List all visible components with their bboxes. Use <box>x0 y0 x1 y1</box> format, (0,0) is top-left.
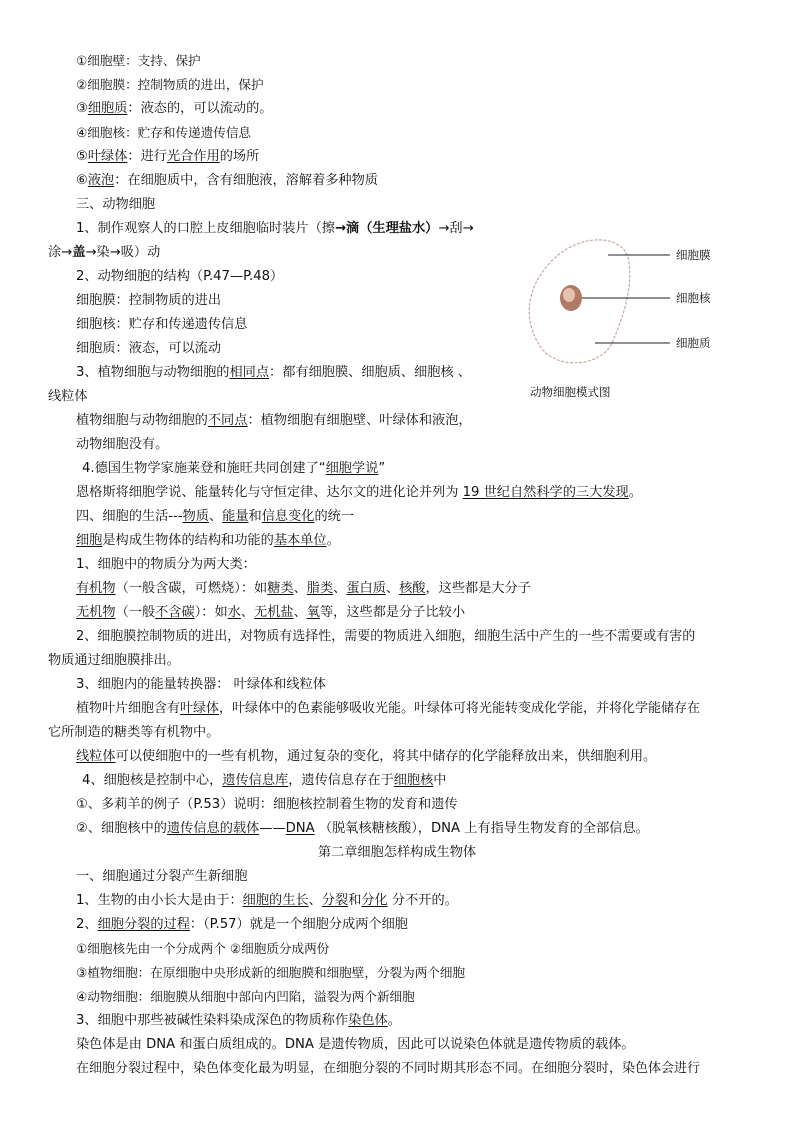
substances-line: 1、细胞中的物质分为两大类： <box>76 557 256 572</box>
chromosome-line: 染色体是由 DNA 和蛋白质组成的。DNA 是遗传物质，因此可以说染色体就是遗传物质的载体。 <box>76 1037 635 1052</box>
step-1-line-cont: 涂→盖→染→吸）动 <box>48 245 161 260</box>
nucleus-line: 细胞核：贮存和传递遗传信息 <box>76 317 248 332</box>
plant-cell-item: ⑤叶绿体：进行光合作用的场所 <box>76 149 260 164</box>
same-points-cont: 线粒体 <box>48 389 88 404</box>
membrane-control-cont: 物质通过细胞膜排出。 <box>48 653 180 668</box>
label-nucleus: 细胞核 <box>676 291 711 305</box>
membrane-control-line: 2、细胞膜控制物质的进出，对物质有选择性，需要的物质进入细胞，细胞生活中产生的一些不需要或有害的 <box>76 629 696 644</box>
growth-line: 1、生物的由小长大是由于：细胞的生长、分裂和分化 分不开的。 <box>76 893 458 908</box>
diagram-caption: 动物细胞模式图 <box>530 385 611 399</box>
cell-theory-line: 4.德国生物学家施莱登和施旺共同创建了“细胞学说” <box>82 461 386 476</box>
inorganic-line: 无机物（一般不含碳）：如水、无机盐、氧等，这些都是分子比较小 <box>76 605 466 620</box>
basic-unit-line: 细胞是构成生物体的结构和功能的基本单位。 <box>76 533 340 548</box>
section-heading: 一、细胞通过分裂产生新细胞 <box>76 869 248 884</box>
nucleus-highlight <box>563 288 575 302</box>
mitochondria-line: 线粒体可以使细胞中的一些有机物，通过复杂的变化，将其中储存的化学能释放出来，供细胞利用。 <box>76 749 657 764</box>
plant-cell-item: ④细胞核：贮存和传递遗传信息 <box>76 125 252 140</box>
section-heading: 四、细胞的生活---物质、能量和信息变化的统一 <box>76 509 355 524</box>
engels-line: 恩格斯将细胞学说、能量转化与守恒定律、达尔文的进化论并列为 19 世纪自然科学的三大发现。 <box>76 485 642 500</box>
chromosome-change-line: 在细胞分裂过程中，染色体变化最为明显，在细胞分裂的不同时期其形态不同。在细胞分裂时，染色体会进行 <box>76 1061 701 1076</box>
division-process-line: 2、细胞分裂的过程：（P.57）就是一个细胞分成两个细胞 <box>76 917 408 932</box>
chloroplast-line: 植物叶片细胞含有叶绿体，叶绿体中的色素能够吸收光能。叶绿体可将光能转变成化学能，并将化学能储存在 <box>76 701 701 716</box>
step-1-line: 1、制作观察人的口腔上皮细胞临时装片（擦→滴（生理盐水）→刮→ <box>76 221 474 236</box>
diff-points-line: 植物细胞与动物细胞的不同点：植物细胞有细胞壁、叶绿体和液泡， <box>76 413 472 428</box>
section-heading: 三、动物细胞 <box>76 197 156 212</box>
step-2-line: 2、动物细胞的结构（P.47—P.48） <box>76 269 284 284</box>
division-step-line: ③植物细胞：在原细胞中央形成新的细胞膜和细胞壁，分裂为两个细胞 <box>76 965 466 980</box>
chapter-title: 第二章细胞怎样构成生物体 <box>317 845 477 860</box>
cytoplasm-line: 细胞质：液态，可以流动 <box>76 341 222 356</box>
energy-converter-line: 3、细胞内的能量转换器： 叶绿体和线粒体 <box>76 677 326 692</box>
dna-line: ②、细胞核中的遗传信息的载体——DNA （脱氧核糖核酸），DNA 上有指导生物发育的全部信息。 <box>76 821 649 836</box>
plant-cell-item: ③细胞质：液态的，可以流动的。 <box>76 101 273 116</box>
nucleus-control-line: 4、细胞核是控制中心，遗传信息库，遗传信息存在于细胞核中 <box>82 773 447 788</box>
label-membrane: 细胞膜 <box>676 248 711 262</box>
label-cytoplasm: 细胞质 <box>676 336 711 350</box>
plant-cell-item: ⑥液泡：在细胞质中，含有细胞液，溶解着多种物质 <box>76 173 378 188</box>
plant-cell-item: ①细胞壁：支持、保护 <box>76 53 201 68</box>
membrane-line: 细胞膜：控制物质的进出 <box>76 293 222 308</box>
plant-cell-item: ②细胞膜：控制物质的进出，保护 <box>76 77 264 92</box>
chloroplast-cont: 它所制造的糖类等有机物中。 <box>48 725 220 740</box>
diff-points-cont: 动物细胞没有。 <box>76 437 169 452</box>
division-step-line: ④动物细胞：细胞膜从细胞中部向内凹陷，溢裂为两个新细胞 <box>76 989 415 1004</box>
dolly-line: ①、多莉羊的例子（P.53）说明：细胞核控制着生物的发育和遗传 <box>76 797 458 812</box>
division-step-line: ①细胞核先由一个分成两个 ②细胞质分成两份 <box>76 941 330 956</box>
organic-line: 有机物（一般含碳，可燃烧）：如糖类、脂类、蛋白质、核酸，这些都是大分子 <box>76 581 531 596</box>
chromosome-def-line: 3、细胞中那些被碱性染料染成深色的物质称作染色体。 <box>76 1013 401 1028</box>
same-points-line: 3、植物细胞与动物细胞的相同点：都有细胞膜、细胞质、细胞核 、 <box>76 365 472 380</box>
